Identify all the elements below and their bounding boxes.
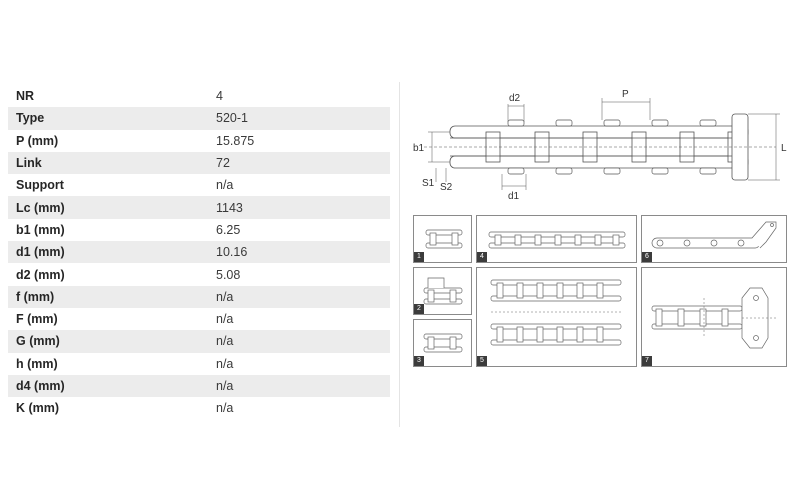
variant-1-thumbnail[interactable]: [413, 215, 472, 263]
spec-value: n/a: [216, 178, 234, 193]
spec-label: Lc (mm): [16, 200, 65, 215]
chain-dimension-drawing: [404, 82, 796, 207]
spec-row-k: [8, 397, 390, 419]
variant-number-badge: 2: [414, 304, 424, 314]
spec-label: d2 (mm): [16, 267, 65, 282]
spec-label: d4 (mm): [16, 379, 65, 393]
variant-number-badge: 6: [642, 252, 652, 262]
spec-value: 1143: [216, 200, 243, 215]
spec-label: NR: [16, 89, 35, 104]
spec-row-lc: [8, 196, 390, 218]
spec-label: b1 (mm): [16, 222, 65, 237]
spec-label: G (mm): [16, 334, 60, 349]
variant-3-thumbnail[interactable]: [413, 319, 472, 367]
spec-row-nr: [8, 85, 390, 107]
spec-label: P (mm): [16, 133, 59, 148]
spec-value: 10.16: [216, 245, 248, 260]
spec-value: n/a: [216, 334, 234, 349]
variant-number-badge: 5: [477, 356, 487, 366]
spec-label: Type: [16, 111, 45, 126]
variant-2-thumbnail[interactable]: [413, 267, 472, 315]
spec-label: Link: [16, 156, 42, 171]
spec-value: n/a: [216, 379, 234, 393]
spec-value: 5.08: [216, 267, 241, 282]
dim-d2-label: d2: [509, 93, 521, 104]
spec-value: 15.875: [216, 133, 255, 148]
dim-s2-label: S2: [440, 182, 453, 193]
spec-row-d2: [8, 263, 390, 285]
dim-b1-label: b1: [413, 143, 425, 154]
spec-value: 72: [216, 156, 230, 171]
spec-label: K (mm): [16, 401, 60, 416]
spec-row-h: [8, 353, 390, 375]
spec-label: f (mm): [16, 289, 55, 304]
dim-s1-label: S1: [422, 178, 435, 189]
spec-row-link: [8, 152, 390, 174]
spec-value: n/a: [216, 401, 234, 416]
variant-number-badge: 1: [414, 252, 424, 262]
spec-label: Support: [16, 178, 64, 193]
spec-value: 4: [216, 89, 223, 104]
spec-value: n/a: [216, 312, 234, 327]
spec-value: 520-1: [216, 111, 248, 126]
spec-table: [8, 85, 390, 419]
spec-row-g: [8, 330, 390, 352]
variant-number-badge: 7: [642, 356, 652, 366]
spec-label: h (mm): [16, 356, 58, 371]
variant-6-thumbnail[interactable]: [641, 215, 787, 263]
spec-value: n/a: [216, 289, 234, 304]
spec-row-f-small: [8, 286, 390, 308]
variant-7-thumbnail[interactable]: [641, 267, 787, 367]
dim-l-label: L: [781, 143, 787, 154]
dim-d1-label: d1: [508, 191, 520, 202]
spec-label: d1 (mm): [16, 245, 65, 260]
spec-row-d1: [8, 241, 390, 263]
dim-p-label: P: [622, 89, 629, 100]
spec-row-type: [8, 107, 390, 129]
column-divider: [399, 82, 400, 427]
spec-label: F (mm): [16, 312, 58, 327]
variant-number-badge: 4: [477, 252, 487, 262]
spec-row-f-big: [8, 308, 390, 330]
spec-row-d4: [8, 375, 390, 397]
spec-value: 6.25: [216, 222, 241, 237]
variant-number-badge: 3: [414, 356, 424, 366]
variant-4-thumbnail[interactable]: [476, 215, 637, 263]
spec-value: n/a: [216, 356, 234, 371]
spec-row-b1: [8, 219, 390, 241]
spec-row-support: [8, 174, 390, 196]
spec-row-p: [8, 130, 390, 152]
variant-5-thumbnail[interactable]: [476, 267, 637, 367]
